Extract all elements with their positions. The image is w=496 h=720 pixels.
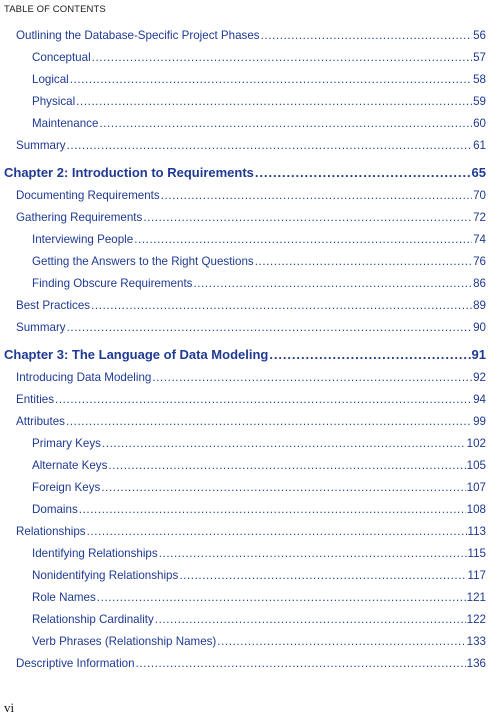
toc-entry-title: Conceptual <box>32 51 91 64</box>
dot-leader <box>55 392 472 408</box>
toc-entry[interactable] <box>16 28 486 44</box>
dot-leader <box>136 656 466 672</box>
toc-entry-page: 107 <box>466 481 486 494</box>
toc-entry-page: 58 <box>473 73 486 86</box>
toc-entry-title: Getting the Answers to the Right Questions <box>32 255 254 268</box>
dot-leader <box>66 414 472 430</box>
toc-entry-title: Summary <box>16 139 66 152</box>
running-head: TABLE OF CONTENTS <box>4 4 106 15</box>
toc-entry-page: 65 <box>471 165 486 180</box>
toc-entry-title: Domains <box>32 503 78 516</box>
toc-entry[interactable] <box>16 188 486 204</box>
toc-entry-title: Maintenance <box>32 117 99 130</box>
toc-entry-title: Best Practices <box>16 299 91 312</box>
dot-leader <box>108 458 465 474</box>
toc-entry-title: Relationships <box>16 525 86 538</box>
toc-entry-title: Summary <box>16 321 66 334</box>
toc-entry-page: 76 <box>473 255 486 268</box>
toc-entry[interactable] <box>16 320 486 336</box>
toc-entry-title: Alternate Keys <box>32 459 108 472</box>
toc-entry-page: 133 <box>466 635 486 648</box>
toc-entry-title: Finding Obscure Requirements <box>32 277 193 290</box>
dot-leader <box>87 524 467 540</box>
toc-entry-title: Introducing Data Modeling <box>16 371 152 384</box>
toc-entry[interactable] <box>16 298 486 314</box>
toc-entry-title: Relationship Cardinality <box>32 613 154 626</box>
toc-entry[interactable] <box>32 590 486 606</box>
toc-entry[interactable] <box>16 414 486 430</box>
dot-leader <box>269 346 470 364</box>
toc-entry-page: 74 <box>473 233 486 246</box>
toc-entry-title: Attributes <box>16 415 65 428</box>
dot-leader <box>99 116 472 132</box>
toc-entry-title: Outlining the Database-Specific Project Phases <box>16 29 260 42</box>
toc-entry-page: 60 <box>473 117 486 130</box>
toc-entry[interactable] <box>16 656 486 672</box>
toc-entry-title: Primary Keys <box>32 437 101 450</box>
toc-chapter-entry[interactable] <box>4 164 486 182</box>
dot-leader <box>155 612 466 628</box>
toc-entry[interactable] <box>32 436 486 452</box>
dot-leader <box>161 188 472 204</box>
toc-entry-title: Foreign Keys <box>32 481 101 494</box>
toc-entry-page: 86 <box>473 277 486 290</box>
dot-leader <box>76 94 472 110</box>
toc-entry-page: 113 <box>467 525 486 538</box>
toc-entry-page: 61 <box>473 139 486 152</box>
toc-entry-page: 94 <box>473 393 486 406</box>
toc-chapter-entry[interactable] <box>4 346 486 364</box>
toc-entry-title: Chapter 2: Introduction to Requirements <box>4 165 254 180</box>
toc-entry[interactable] <box>32 72 486 88</box>
toc-entry-title: Physical <box>32 95 76 108</box>
toc-entry-page: 122 <box>466 613 486 626</box>
toc-entry-page: 102 <box>466 437 486 450</box>
dot-leader <box>70 72 472 88</box>
toc-entry[interactable] <box>16 392 486 408</box>
toc-entry-title: Descriptive Information <box>16 657 135 670</box>
toc-entry[interactable] <box>32 502 486 518</box>
toc-entry[interactable] <box>16 524 486 540</box>
toc-entry-title: Logical <box>32 73 69 86</box>
toc-entry-page: 90 <box>473 321 486 334</box>
toc-entry-page: 117 <box>467 569 486 582</box>
dot-leader <box>102 436 466 452</box>
toc-entry-page: 105 <box>466 459 486 472</box>
dot-leader <box>79 502 466 518</box>
dot-leader <box>67 138 472 154</box>
dot-leader <box>261 28 472 44</box>
toc-entry-page: 56 <box>473 29 486 42</box>
dot-leader <box>143 210 472 226</box>
toc-entry[interactable] <box>32 480 486 496</box>
toc-entry-page: 108 <box>466 503 486 516</box>
dot-leader <box>101 480 465 496</box>
dot-leader <box>92 50 472 66</box>
dot-leader <box>67 320 472 336</box>
toc-entry[interactable] <box>32 568 486 584</box>
toc-entry[interactable] <box>32 232 486 248</box>
toc-entry-page: 59 <box>473 95 486 108</box>
dot-leader <box>91 298 472 314</box>
dot-leader <box>159 546 467 562</box>
toc-entry-title: Documenting Requirements <box>16 189 160 202</box>
toc-entry-page: 99 <box>473 415 486 428</box>
toc-entry-title: Interviewing People <box>32 233 134 246</box>
toc-entry[interactable] <box>32 116 486 132</box>
toc-entry[interactable] <box>32 94 486 110</box>
dot-leader <box>179 568 466 584</box>
toc-entry-page: 115 <box>467 547 486 560</box>
toc-entry[interactable] <box>32 458 486 474</box>
toc-entry[interactable] <box>32 276 486 292</box>
toc-entry[interactable] <box>16 210 486 226</box>
toc-entry-title: Role Names <box>32 591 96 604</box>
dot-leader <box>97 590 466 606</box>
toc-entry-page: 70 <box>473 189 486 202</box>
toc-entry-page: 72 <box>473 211 486 224</box>
toc-entry-title: Gathering Requirements <box>16 211 143 224</box>
toc-entry-page: 92 <box>473 371 486 384</box>
toc-entry[interactable] <box>32 612 486 628</box>
toc-entry-title: Verb Phrases (Relationship Names) <box>32 635 217 648</box>
toc-entry[interactable] <box>32 50 486 66</box>
dot-leader <box>193 276 472 292</box>
toc-entry-page: 57 <box>473 51 486 64</box>
dot-leader <box>255 164 471 182</box>
toc-entry[interactable] <box>32 634 486 650</box>
dot-leader <box>255 254 472 270</box>
dot-leader <box>217 634 465 650</box>
toc-entry[interactable] <box>16 370 486 386</box>
toc-entry-title: Nonidentifying Relationships <box>32 569 179 582</box>
toc-entry-title: Chapter 3: The Language of Data Modeling <box>4 347 269 362</box>
toc-entry[interactable] <box>16 138 486 154</box>
dot-leader <box>134 232 472 248</box>
toc-entry-page: 136 <box>466 657 486 670</box>
toc-entry-page: 121 <box>466 591 486 604</box>
toc-entry[interactable] <box>32 254 486 270</box>
toc-entry-title: Identifying Relationships <box>32 547 158 560</box>
toc-entry-page: 91 <box>471 347 486 362</box>
toc-entry-page: 89 <box>473 299 486 312</box>
toc-entry-title: Entities <box>16 393 55 406</box>
page-number: vi <box>4 700 15 715</box>
toc-entry[interactable] <box>32 546 486 562</box>
dot-leader <box>152 370 472 386</box>
